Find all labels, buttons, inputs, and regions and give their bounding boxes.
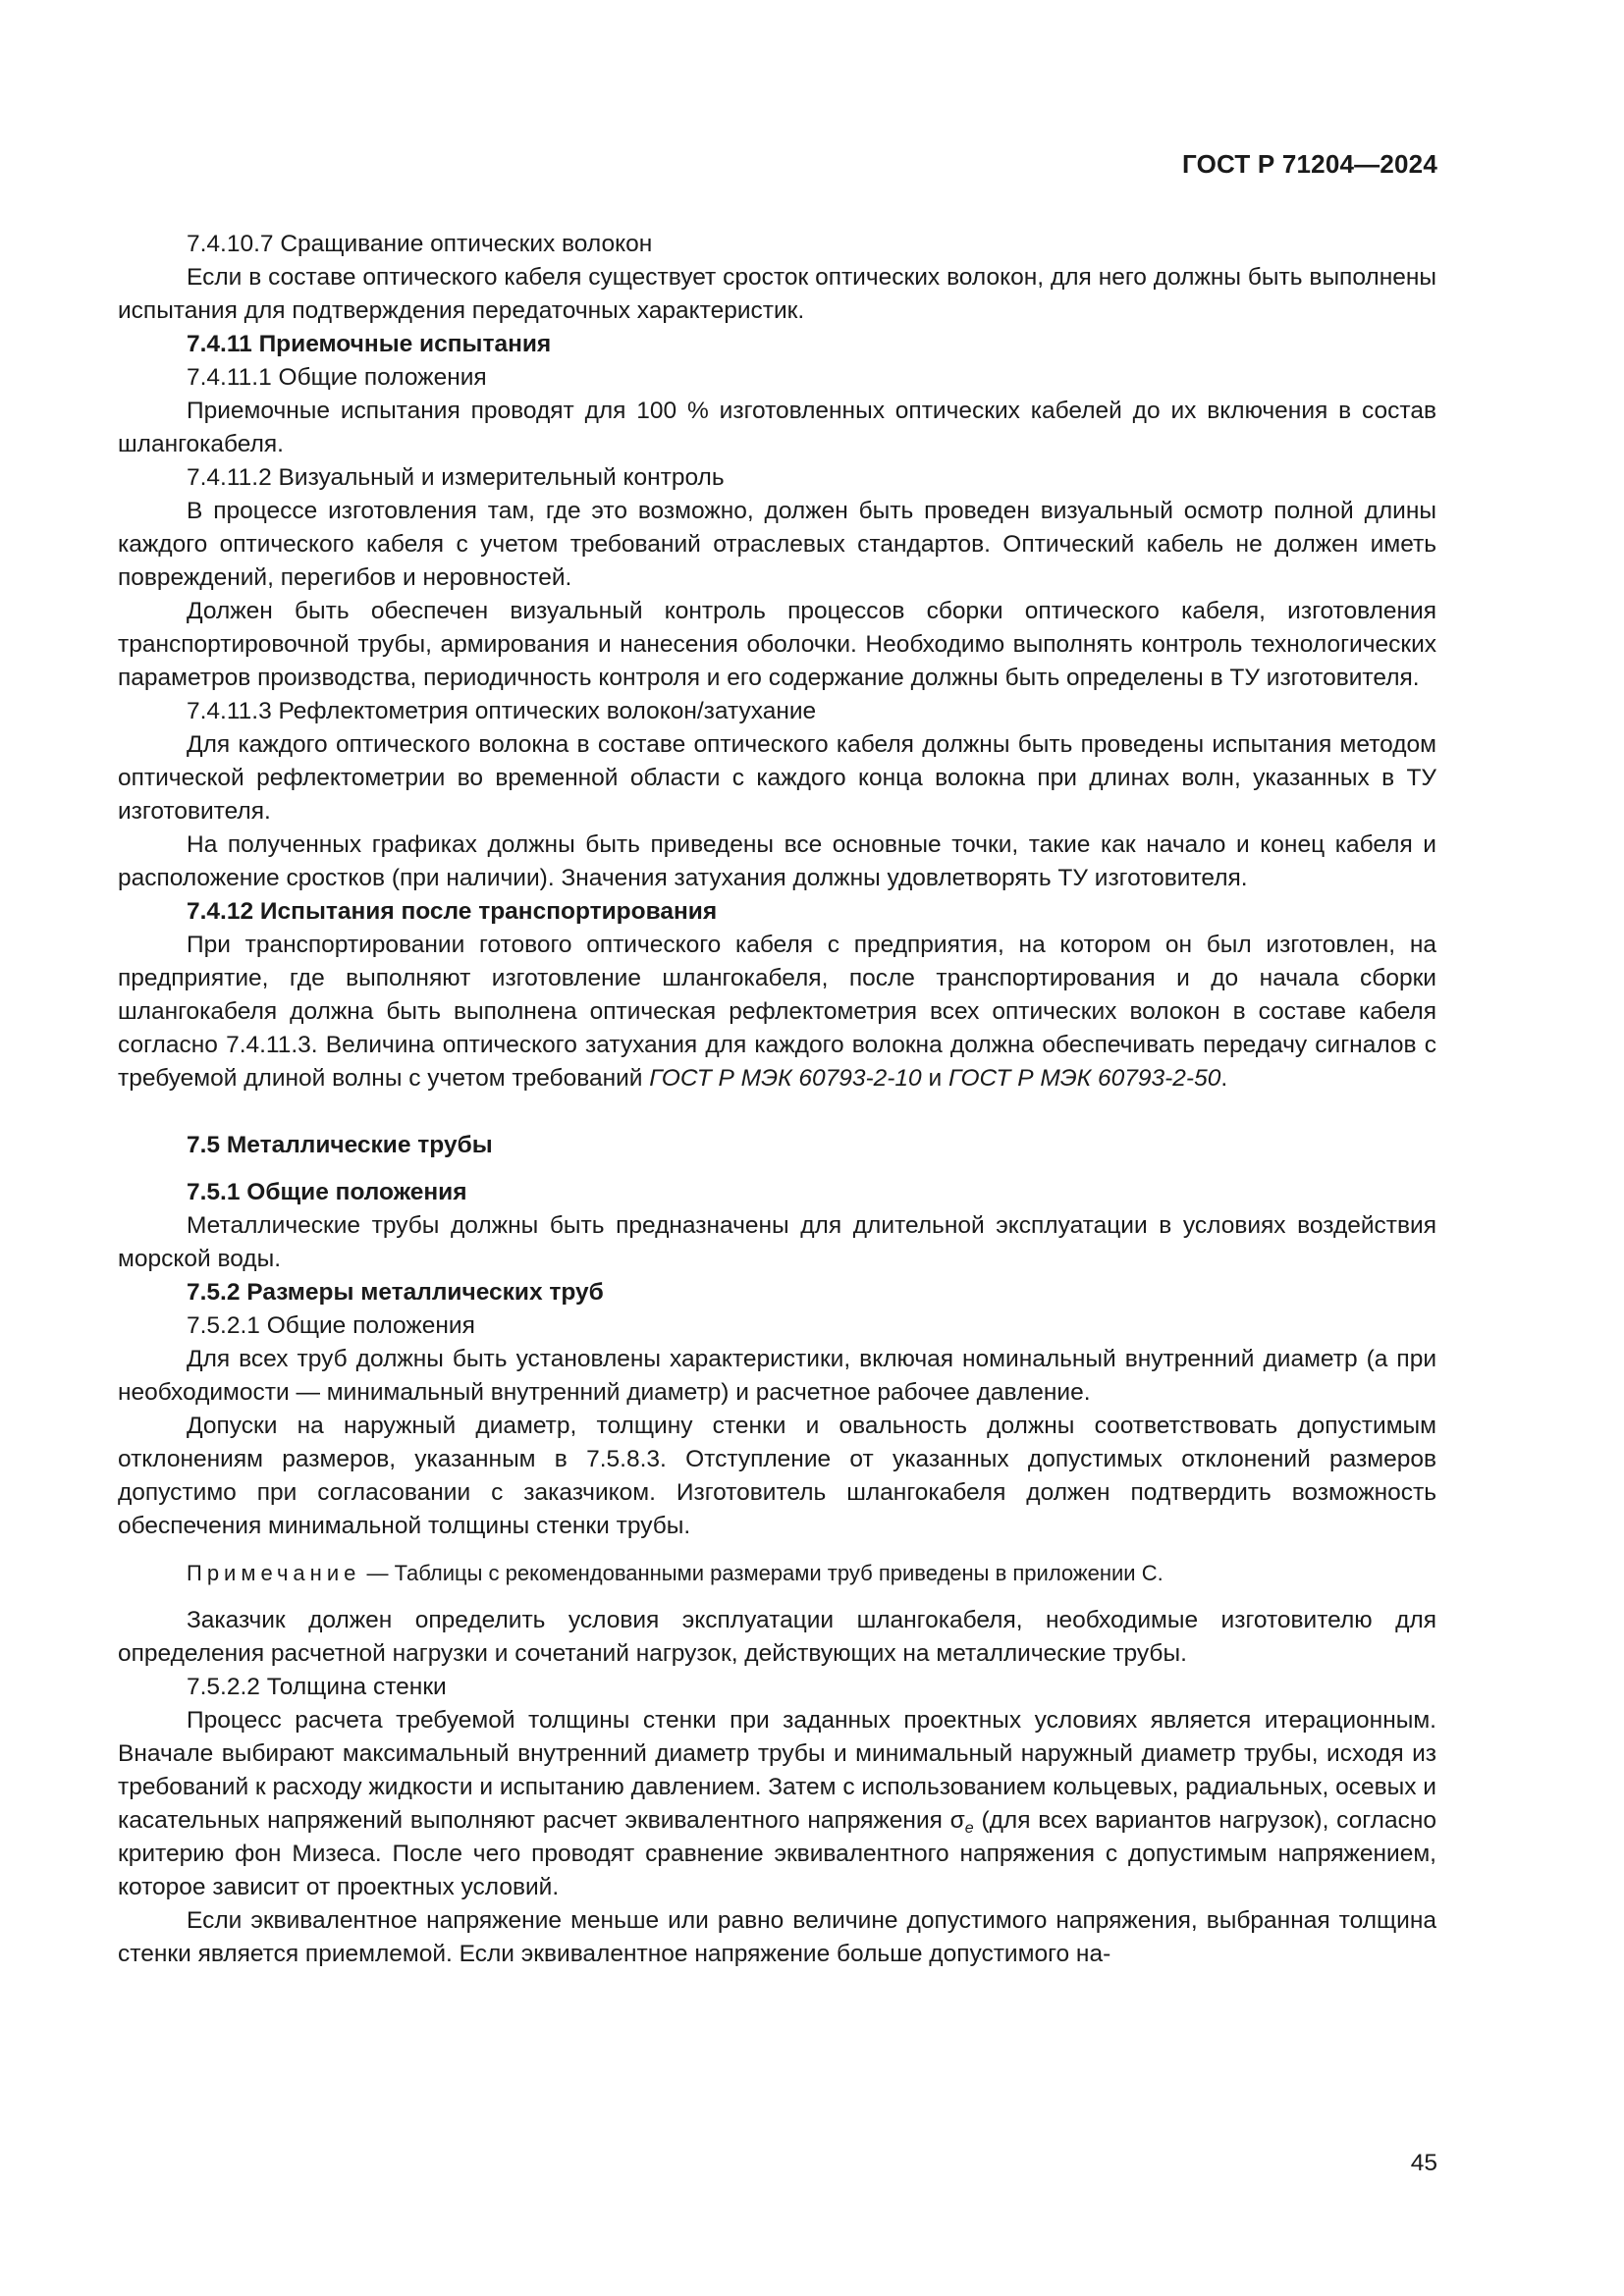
clause-7-4-10-7-title: 7.4.10.7 Сращивание оптических волокон — [187, 231, 653, 257]
note — [118, 1557, 1436, 1590]
clause-7-4-11-heading: 7.4.11 Приемочные испытания — [187, 331, 552, 357]
page-number: 45 — [1410, 2150, 1437, 2176]
paragraph: Для каждого оптического волокна в составе оптического кабеля должны быть проведены испытания методом оптической рефлектометрии во временной области с каждого конца волокна при длинах волн, указанных в ТУ изготовителя. — [118, 731, 1436, 825]
clause-7-4-11-2-title: 7.4.11.2 Визуальный и измерительный контроль — [187, 464, 725, 491]
clause-7-5-1-heading: 7.5.1 Общие положения — [187, 1179, 467, 1205]
paragraph: Если в составе оптического кабеля существует сросток оптических волокон, для него должны быть выполнены испытания для подтверждения передаточных характеристик. — [118, 264, 1436, 324]
paragraph: Допуски на наружный диаметр, толщину стенки и овальность должны соответствовать допустимым отклонениям размеров, указанным в 7.5.8.3. Отступление от указанных допустимых отклонений размеров допустимо при согласовании с заказчиком. Изготовитель шлангокабеля должен подтвердить возможность обеспечения минимальной толщины стенки трубы. — [118, 1413, 1436, 1539]
sigma-subscript: e — [964, 1820, 974, 1837]
clause-7-5-2-1-title: 7.5.2.1 Общие положения — [187, 1312, 475, 1339]
paragraph: Если эквивалентное напряжение меньше или равно величине допустимого напряжения, выбранная толщина стенки является приемлемой. Если эквивалентное напряжение больше допустимого на- — [118, 1907, 1436, 1967]
paragraph-with-standard-refs — [118, 929, 1436, 1095]
document-body — [118, 228, 1436, 1971]
sentence-end: . — [1220, 1065, 1228, 1092]
clause-7-5-2-2-title: 7.5.2.2 Толщина стенки — [187, 1674, 447, 1700]
paragraph-text: При транспортировании готового оптического кабеля с предприятия, на котором он был изготовлен, на предприятие, где выполняют изготовление шлангокабеля, после транспортирования и до начала сборки шлангокабеля должна быть выполнена оптическая рефлектометрия всех оптических волокон в составе кабеля согласно 7.4.11.3. Величина оптического затухания для каждого волокна должна обеспечивать передачу сигналов с требуемой длиной волны с учетом требований — [118, 932, 1436, 1092]
paragraph-text-continued: (для всех вариантов нагрузок), согласно критерию фон Мизеса. После чего проводят сравнение эквивалентного напряжения с допустимым напряжением, которое зависит от проектных условий. — [118, 1807, 1437, 1900]
section-7-5-heading: 7.5 Металлические трубы — [187, 1132, 493, 1158]
clause-7-5-2-heading: 7.5.2 Размеры металлических труб — [187, 1279, 604, 1306]
paragraph: Металлические трубы должны быть предназначены для длительной эксплуатации в условиях воздействия морской воды. — [118, 1212, 1436, 1272]
note-dash: — — [366, 1561, 389, 1585]
note-label: Примечание — [187, 1561, 361, 1585]
clause-7-4-11-1-title: 7.4.11.1 Общие положения — [187, 364, 487, 391]
paragraph-text: Процесс расчета требуемой толщины стенки при заданных проектных условиях является итерационным. Вначале выбирают максимальный внутренний диаметр трубы и минимальный наружный диаметр трубы, исходя из требований к расходу жидкости и испытанию давлением. Затем с использованием кольцевых, радиальных, осевых и касательных напряжений выполняют расчет эквивалентного напряжения — [118, 1707, 1436, 1834]
doc-code-header: ГОСТ Р 71204—2024 — [1182, 149, 1437, 179]
note-text: Таблицы с рекомендованными размерами труб приведены в приложении С. — [394, 1561, 1164, 1585]
paragraph-with-formula — [118, 1704, 1436, 1904]
paragraph: Заказчик должен определить условия эксплуатации шлангокабеля, необходимые изготовителю для определения расчетной нагрузки и сочетаний нагрузок, действующих на металлические трубы. — [118, 1607, 1436, 1667]
sigma-symbol: σ — [949, 1807, 965, 1834]
clause-7-4-12-heading: 7.4.12 Испытания после транспортирования — [187, 898, 718, 925]
paragraph: Для всех труб должны быть установлены характеристики, включая номинальный внутренний диаметр (а при необходимости — минимальный внутренний диаметр) и расчетное рабочее давление. — [118, 1346, 1436, 1406]
standard-ref: ГОСТ Р МЭК 60793-2-50 — [947, 1065, 1221, 1092]
paragraph: На полученных графиках должны быть приведены все основные точки, такие как начало и конец кабеля и расположение сростков (при наличии). Значения затухания должны удовлетворять ТУ изготовителя. — [118, 831, 1436, 891]
paragraph: В процессе изготовления там, где это возможно, должен быть проведен визуальный осмотр полной длины каждого оптического кабеля с учетом требований отраслевых стандартов. Оптический кабель не должен иметь повреждений, перегибов и неровностей. — [118, 498, 1436, 591]
paragraph: Должен быть обеспечен визуальный контроль процессов сборки оптического кабеля, изготовления транспортировочной трубы, армирования и нанесения оболочки. Необходимо выполнять контроль технологических параметров производства, периодичность контроля и его содержание должны быть определены в ТУ изготовителя. — [118, 598, 1436, 691]
conjunction: и — [928, 1065, 943, 1092]
paragraph: Приемочные испытания проводят для 100 % изготовленных оптических кабелей до их включения в состав шлангокабеля. — [118, 398, 1436, 457]
standard-ref: ГОСТ Р МЭК 60793-2-10 — [649, 1065, 922, 1092]
clause-7-4-11-3-title: 7.4.11.3 Рефлектометрия оптических волокон/затухание — [187, 698, 817, 724]
